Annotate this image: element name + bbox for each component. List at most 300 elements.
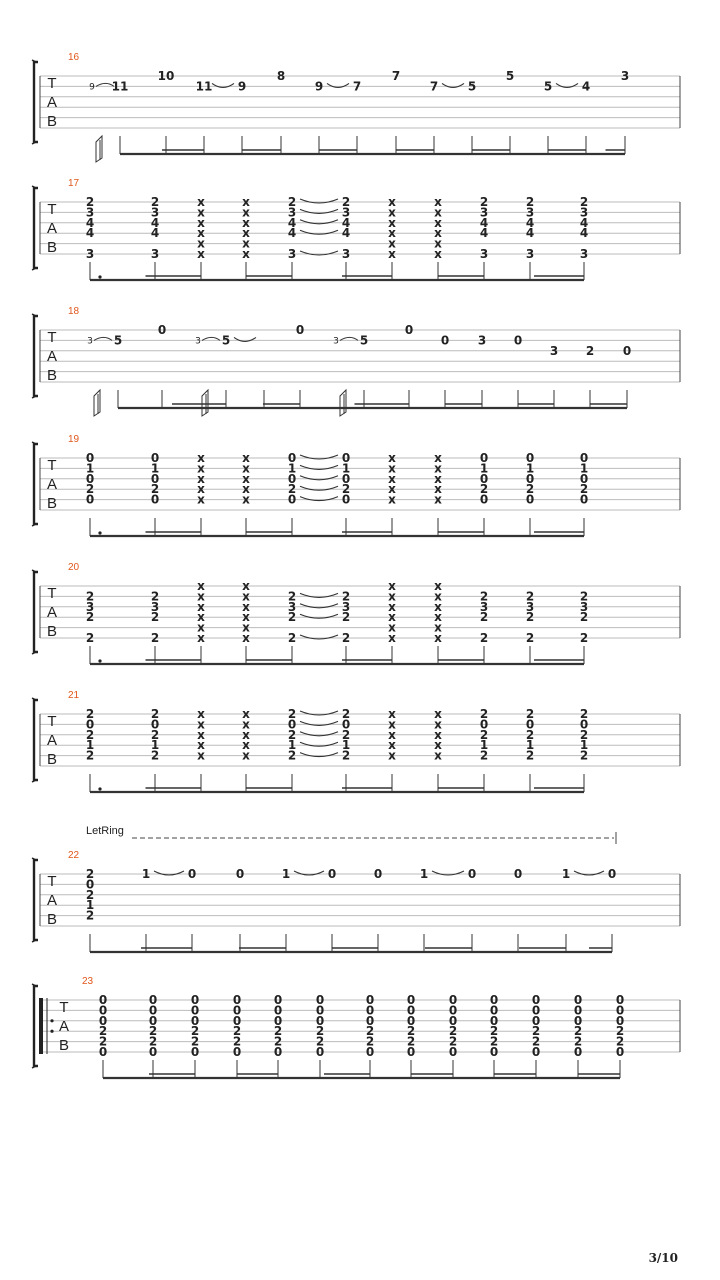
tab-event xyxy=(294,867,336,952)
tab-letter-t: T xyxy=(47,201,57,218)
fret-number: 2 xyxy=(479,707,489,721)
dead-note: x xyxy=(242,748,250,763)
dead-note: x xyxy=(242,717,250,732)
fret-number: 5 xyxy=(113,333,123,348)
tab-event xyxy=(154,867,196,952)
tab-event xyxy=(296,323,304,408)
fret-number: 2 xyxy=(287,707,297,721)
fret-number: 1 xyxy=(525,461,535,476)
tab-event xyxy=(316,993,324,1078)
fret-number: 2 xyxy=(585,343,595,358)
tab-event xyxy=(506,69,514,154)
tab-letter-a: A xyxy=(46,220,58,237)
fret-number: 0 xyxy=(190,1045,200,1059)
fret-number: 1 xyxy=(341,738,351,753)
fret-number: 0 xyxy=(573,1045,583,1059)
dead-note: x xyxy=(434,226,442,241)
fret-number: 2 xyxy=(85,727,95,742)
fret-number: 0 xyxy=(315,1045,325,1059)
dead-note: x xyxy=(197,579,205,593)
tab-event xyxy=(149,993,157,1078)
tab-event xyxy=(233,993,241,1078)
dead-note: x xyxy=(197,482,205,497)
fret-number: 3 xyxy=(287,247,297,261)
fret-number: 2 xyxy=(287,610,297,625)
fret-number: 0 xyxy=(579,451,589,465)
fret-number: 2 xyxy=(85,707,95,721)
fret-number: 4 xyxy=(581,79,591,94)
fret-number: 4 xyxy=(287,226,297,241)
fret-number: 3 xyxy=(620,69,630,83)
fret-number: 0 xyxy=(489,1003,499,1018)
fret-number: 3 xyxy=(85,247,95,261)
fret-number: 2 xyxy=(150,589,160,604)
fret-number: 0 xyxy=(85,492,95,507)
fret-number: 2 xyxy=(479,482,489,497)
tab-event xyxy=(574,993,582,1078)
dead-note: x xyxy=(242,707,250,721)
fret-number: 0 xyxy=(489,1045,499,1059)
tab-letter-b: B xyxy=(46,239,58,256)
tab-letter-a: A xyxy=(46,732,58,749)
fret-number: 2 xyxy=(287,748,297,763)
fret-number: 2 xyxy=(479,748,489,763)
tab-event xyxy=(274,993,282,1078)
dead-note: x xyxy=(242,620,250,635)
fret-number: 2 xyxy=(579,610,589,625)
tab-letter-b: B xyxy=(46,623,58,640)
dead-note: x xyxy=(197,461,205,476)
tab-event xyxy=(197,579,205,664)
fret-number: 1 xyxy=(150,738,160,753)
fret-number: 4 xyxy=(341,226,351,241)
fret-number: 5 xyxy=(359,333,369,348)
tab-event xyxy=(86,867,94,952)
system-16 xyxy=(32,52,680,162)
fret-number: 0 xyxy=(615,1045,625,1059)
fret-number: 2 xyxy=(341,482,351,497)
grace-note: 3 xyxy=(333,336,339,347)
fret-number: 2 xyxy=(150,707,160,721)
fret-number: 0 xyxy=(341,451,351,465)
fret-number: 2 xyxy=(579,631,589,645)
tab-event xyxy=(197,707,205,792)
fret-number: 2 xyxy=(341,727,351,742)
fret-number: 0 xyxy=(157,323,167,337)
fret-number: 0 xyxy=(232,1045,242,1059)
tab-event xyxy=(191,993,199,1078)
dead-note: x xyxy=(388,748,396,763)
fret-number: 2 xyxy=(341,589,351,604)
dead-note: x xyxy=(242,461,250,476)
fret-number: 0 xyxy=(98,1013,108,1028)
dead-note: x xyxy=(197,717,205,732)
dead-note: x xyxy=(388,589,396,604)
fret-number: 0 xyxy=(273,1013,283,1028)
fret-number: 4 xyxy=(579,215,589,230)
tab-event xyxy=(212,79,246,154)
fret-number: 0 xyxy=(365,1045,375,1059)
dead-note: x xyxy=(434,589,442,604)
fret-number: 2 xyxy=(150,631,160,645)
tab-event xyxy=(480,589,488,664)
fret-number: 2 xyxy=(150,482,160,497)
fret-number: 2 xyxy=(273,1034,283,1049)
fret-number: 5 xyxy=(543,79,553,94)
fret-number: 3 xyxy=(525,247,535,261)
tab-event xyxy=(580,707,588,792)
dead-note: x xyxy=(242,738,250,753)
tab-event xyxy=(616,993,624,1078)
dead-note: x xyxy=(197,599,205,614)
fret-number: 2 xyxy=(85,589,95,604)
fret-number: 2 xyxy=(287,727,297,742)
tab-event xyxy=(236,867,244,952)
fret-number: 0 xyxy=(531,993,541,1007)
fret-number: 2 xyxy=(287,482,297,497)
tab-event xyxy=(526,451,534,536)
system-bracket xyxy=(34,986,38,1066)
dead-note: x xyxy=(242,492,250,507)
fret-number: 0 xyxy=(235,867,245,881)
system-20 xyxy=(32,562,680,664)
tab-event xyxy=(556,79,590,154)
dead-note: x xyxy=(434,610,442,625)
tab-event xyxy=(87,333,122,416)
tab-event xyxy=(99,993,107,1078)
fret-number: 0 xyxy=(365,1003,375,1018)
fret-number: 2 xyxy=(287,589,297,604)
fret-number: 2 xyxy=(615,1024,625,1039)
dead-note: x xyxy=(242,599,250,614)
fret-number: 3 xyxy=(525,205,535,220)
fret-number: 2 xyxy=(150,748,160,763)
measure-number: 22 xyxy=(68,850,80,861)
dead-note: x xyxy=(197,707,205,721)
tab-event xyxy=(580,451,588,536)
fret-number: 3 xyxy=(579,205,589,220)
tab-letter-b: B xyxy=(46,751,58,768)
tab-event xyxy=(580,195,588,280)
fret-number: 4 xyxy=(85,215,95,230)
repeat-dot xyxy=(50,1019,53,1022)
fret-number: 2 xyxy=(190,1024,200,1039)
tab-event xyxy=(388,451,396,536)
tab-event xyxy=(480,451,488,536)
system-bracket xyxy=(34,444,38,524)
dead-note: x xyxy=(197,226,205,241)
tab-event xyxy=(288,451,296,536)
fret-number: 3 xyxy=(479,205,489,220)
dead-note: x xyxy=(197,631,205,645)
fret-number: 2 xyxy=(365,1024,375,1039)
fret-number: 11 xyxy=(111,79,129,94)
fret-number: 2 xyxy=(287,195,297,209)
tab-event xyxy=(151,451,159,536)
fret-number: 1 xyxy=(287,738,297,753)
tab-letter-t: T xyxy=(47,713,57,730)
dead-note: x xyxy=(242,226,250,241)
tab-event xyxy=(388,195,396,280)
fret-number: 2 xyxy=(98,1024,108,1039)
tab-event xyxy=(526,589,534,664)
fret-number: 0 xyxy=(150,471,160,486)
system-bracket xyxy=(34,62,38,142)
fret-number: 2 xyxy=(525,631,535,645)
dead-note: x xyxy=(197,620,205,635)
system-bracket xyxy=(34,572,38,652)
fret-number: 0 xyxy=(148,993,158,1007)
tab-event xyxy=(407,993,415,1078)
dead-note: x xyxy=(388,610,396,625)
tab-letter-t: T xyxy=(47,585,57,602)
tab-event xyxy=(388,579,396,664)
measure-number: 16 xyxy=(68,52,80,63)
dead-note: x xyxy=(434,195,442,209)
tab-event xyxy=(151,195,159,280)
dead-note: x xyxy=(388,215,396,230)
fret-number: 0 xyxy=(85,717,95,732)
fret-number: 2 xyxy=(85,631,95,645)
tab-letter-t: T xyxy=(47,457,57,474)
fret-number: 0 xyxy=(98,993,108,1007)
fret-number: 2 xyxy=(579,482,589,497)
tab-event xyxy=(288,707,296,792)
tab-event xyxy=(586,344,594,408)
rhythm-dot xyxy=(98,659,101,662)
fret-number: 0 xyxy=(479,717,489,732)
fret-number: 0 xyxy=(525,471,535,486)
fret-number: 3 xyxy=(477,333,487,348)
fret-number: 0 xyxy=(615,1003,625,1018)
measure-number: 23 xyxy=(82,976,94,987)
fret-number: 0 xyxy=(341,492,351,507)
fret-number: 0 xyxy=(513,333,523,348)
fret-number: 0 xyxy=(579,471,589,486)
fret-number: 0 xyxy=(190,1013,200,1028)
fret-number: 5 xyxy=(221,333,231,348)
fret-number: 0 xyxy=(406,993,416,1007)
fret-number: 2 xyxy=(406,1024,416,1039)
fret-number: 5 xyxy=(467,79,477,94)
fret-number: 2 xyxy=(579,748,589,763)
fret-number: 2 xyxy=(479,610,489,625)
tab-event xyxy=(434,195,442,280)
grace-note: 3 xyxy=(195,336,201,347)
dead-note: x xyxy=(434,717,442,732)
fret-number: 1 xyxy=(85,738,95,753)
fret-number: 0 xyxy=(315,1003,325,1018)
tab-event xyxy=(544,79,552,154)
dead-note: x xyxy=(388,631,396,645)
tab-letter-a: A xyxy=(46,476,58,493)
tab-event xyxy=(315,79,323,154)
dead-note: x xyxy=(242,236,250,251)
tab-event xyxy=(430,79,438,154)
dead-note: x xyxy=(242,247,250,261)
fret-number: 2 xyxy=(525,610,535,625)
dead-note: x xyxy=(388,579,396,593)
fret-number: 2 xyxy=(315,1034,325,1049)
fret-number: 0 xyxy=(148,1045,158,1059)
fret-number: 10 xyxy=(157,69,175,83)
system-18 xyxy=(32,306,680,416)
tab-event xyxy=(288,589,296,664)
fret-number: 7 xyxy=(429,79,439,94)
tab-event xyxy=(197,451,205,536)
dead-note: x xyxy=(388,461,396,476)
repeat-dot xyxy=(50,1030,53,1033)
fret-number: 0 xyxy=(489,1013,499,1028)
system-22 xyxy=(32,825,680,952)
tab-letter-t: T xyxy=(47,75,57,92)
fret-number: 4 xyxy=(341,215,351,230)
measure-number: 20 xyxy=(68,562,80,573)
fret-number: 2 xyxy=(448,1024,458,1039)
fret-number: 2 xyxy=(579,589,589,604)
dead-note: x xyxy=(434,599,442,614)
fret-number: 0 xyxy=(150,717,160,732)
fret-number: 0 xyxy=(287,717,297,732)
fret-number: 0 xyxy=(531,1013,541,1028)
fret-number: 0 xyxy=(573,1013,583,1028)
fret-number: 3 xyxy=(549,343,559,358)
tab-event xyxy=(86,451,102,536)
dead-note: x xyxy=(197,236,205,251)
fret-number: 1 xyxy=(479,461,489,476)
fret-number: 2 xyxy=(273,1024,283,1039)
fret-number: 2 xyxy=(85,887,95,902)
fret-number: 3 xyxy=(341,205,351,220)
dead-note: x xyxy=(242,205,250,220)
system-21 xyxy=(32,690,680,792)
fret-number: 2 xyxy=(531,1034,541,1049)
tab-event xyxy=(514,867,522,952)
dead-note: x xyxy=(434,461,442,476)
dead-note: x xyxy=(434,482,442,497)
dead-note: x xyxy=(434,215,442,230)
tab-event xyxy=(374,867,382,952)
tab-event xyxy=(392,69,400,154)
fret-number: 3 xyxy=(479,247,489,261)
page-number: 3/10 xyxy=(648,1251,678,1265)
fret-number: 2 xyxy=(341,195,351,209)
tab-event xyxy=(514,333,522,408)
fret-number: 0 xyxy=(287,471,297,486)
dead-note: x xyxy=(242,451,250,465)
fret-number: 1 xyxy=(281,867,291,881)
dead-note: x xyxy=(242,482,250,497)
system-17 xyxy=(32,178,680,280)
fret-number: 2 xyxy=(98,1034,108,1049)
fret-number: 2 xyxy=(573,1034,583,1049)
fret-number: 2 xyxy=(479,589,489,604)
tab-event xyxy=(526,707,534,792)
fret-number: 2 xyxy=(341,631,351,645)
fret-number: 4 xyxy=(525,226,535,241)
dead-note: x xyxy=(388,492,396,507)
fret-number: 0 xyxy=(479,471,489,486)
fret-number: 2 xyxy=(406,1034,416,1049)
fret-number: 0 xyxy=(85,471,95,486)
fret-number: 0 xyxy=(531,1003,541,1018)
dead-note: x xyxy=(388,738,396,753)
fret-number: 0 xyxy=(365,993,375,1007)
fret-number: 4 xyxy=(150,215,160,230)
fret-number: 0 xyxy=(573,993,583,1007)
fret-number: 2 xyxy=(315,1024,325,1039)
fret-number: 0 xyxy=(615,1013,625,1028)
dead-note: x xyxy=(388,247,396,261)
tab-letter-b: B xyxy=(46,113,58,130)
tab-event xyxy=(158,323,166,408)
fret-number: 2 xyxy=(525,707,535,721)
dead-note: x xyxy=(242,727,250,742)
dead-note: x xyxy=(197,471,205,486)
fret-number: 2 xyxy=(148,1034,158,1049)
rhythm-dot xyxy=(98,275,101,278)
fret-number: 2 xyxy=(525,589,535,604)
fret-number: 0 xyxy=(525,492,535,507)
tab-event xyxy=(405,323,413,408)
fret-number: 3 xyxy=(525,599,535,614)
fret-number: 2 xyxy=(190,1034,200,1049)
tab-event xyxy=(574,867,616,952)
fret-number: 0 xyxy=(85,451,95,465)
fret-number: 2 xyxy=(150,195,160,209)
dead-note: x xyxy=(197,205,205,220)
fret-number: 3 xyxy=(85,205,95,220)
fret-number: 0 xyxy=(273,1003,283,1018)
tab-letter-a: A xyxy=(46,348,58,365)
measure-number: 19 xyxy=(68,434,80,445)
fret-number: 4 xyxy=(287,215,297,230)
dead-note: x xyxy=(388,471,396,486)
dead-note: x xyxy=(388,236,396,251)
tab-letter-a: A xyxy=(58,1018,70,1035)
fret-number: 2 xyxy=(479,195,489,209)
tab-event xyxy=(158,69,175,154)
fret-number: 2 xyxy=(531,1024,541,1039)
tab-event xyxy=(300,451,350,536)
tab-event xyxy=(242,579,250,664)
fret-number: 1 xyxy=(419,867,429,881)
dead-note: x xyxy=(434,748,442,763)
tab-event xyxy=(242,451,250,536)
dead-note: x xyxy=(388,482,396,497)
fret-number: 0 xyxy=(579,717,589,732)
tab-event xyxy=(550,344,558,408)
tab-letter-b: B xyxy=(46,911,58,928)
system-23 xyxy=(32,976,680,1078)
measure-number: 17 xyxy=(68,178,80,189)
fret-number: 0 xyxy=(98,1045,108,1059)
fret-number: 0 xyxy=(573,1003,583,1018)
fret-number: 0 xyxy=(607,867,617,881)
fret-number: 0 xyxy=(287,492,297,507)
fret-number: 2 xyxy=(150,610,160,625)
dead-note: x xyxy=(242,631,250,645)
fret-number: 11 xyxy=(195,79,213,94)
fret-number: 4 xyxy=(479,226,489,241)
tab-event xyxy=(89,79,128,162)
dead-note: x xyxy=(434,205,442,220)
fret-number: 0 xyxy=(190,993,200,1007)
arpeggio-stroke xyxy=(96,136,102,162)
fret-number: 3 xyxy=(479,599,489,614)
fret-number: 0 xyxy=(341,471,351,486)
tab-event xyxy=(441,333,449,408)
